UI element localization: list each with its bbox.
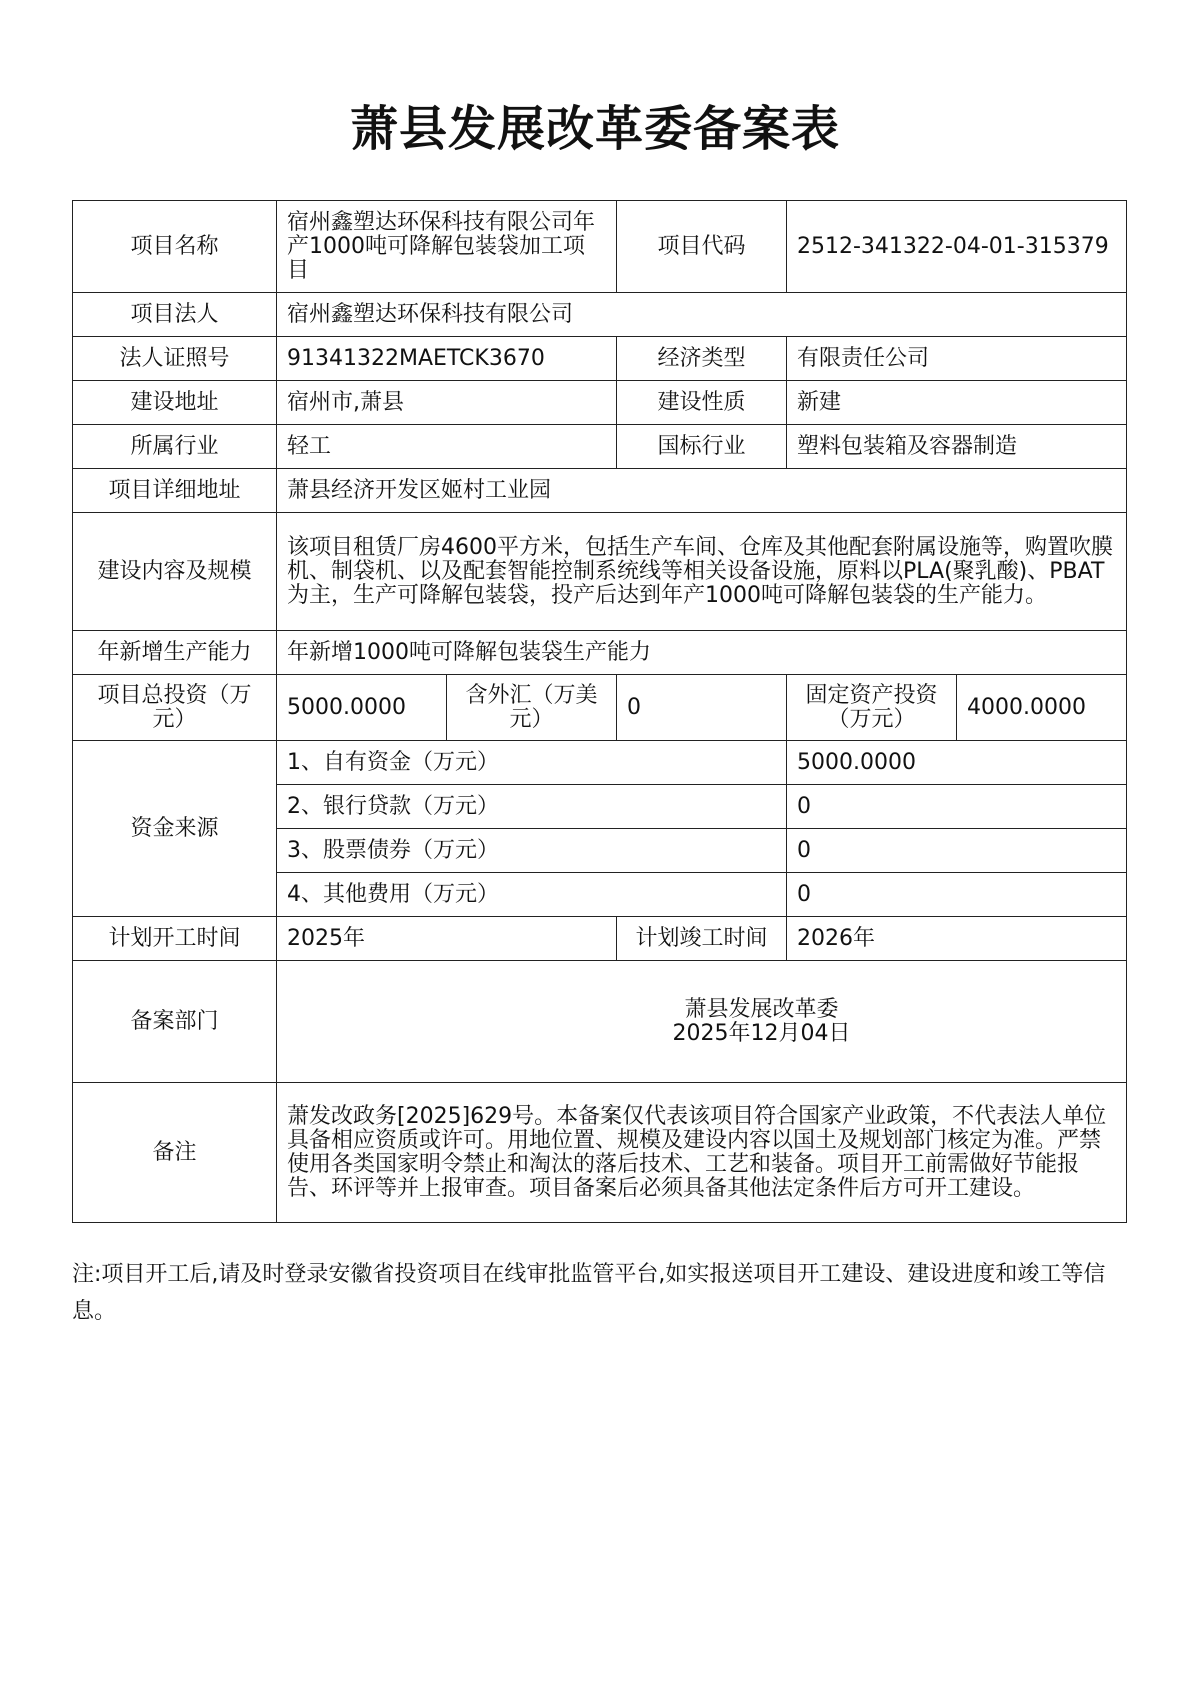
nature-label: 建设性质	[617, 381, 787, 425]
row-investment	[73, 675, 1127, 741]
filing-date: 2025年12月04日	[672, 1020, 851, 1046]
location-value: 宿州市,萧县	[277, 381, 617, 425]
row-location	[73, 381, 1127, 425]
legal-person-value: 宿州鑫塑达环保科技有限公司	[277, 293, 1127, 337]
row-legal-person	[73, 293, 1127, 337]
funding-item-label: 1、自有资金（万元）	[277, 741, 787, 785]
project-code-value: 2512-341322-04-01-315379	[787, 201, 1127, 293]
funding-source-label: 资金来源	[73, 741, 277, 917]
funding-item-value: 0	[787, 785, 1127, 829]
total-investment-value: 5000.0000	[277, 675, 447, 741]
fixed-asset-label: 固定资产投资（万元）	[787, 675, 957, 741]
fixed-asset-value: 4000.0000	[957, 675, 1127, 741]
project-name-label: 项目名称	[73, 201, 277, 293]
row-filing-department	[73, 961, 1127, 1083]
forex-label: 含外汇（万美元）	[447, 675, 617, 741]
funding-item-value: 0	[787, 873, 1127, 917]
document-title: 萧县发展改革委备案表	[349, 101, 840, 157]
row-industry	[73, 425, 1127, 469]
industry-label: 所属行业	[73, 425, 277, 469]
econ-type-label: 经济类型	[617, 337, 787, 381]
capacity-label: 年新增生产能力	[73, 631, 277, 675]
row-address	[73, 469, 1127, 513]
project-code-label: 项目代码	[617, 201, 787, 293]
national-industry-value: 塑料包装箱及容器制造	[787, 425, 1127, 469]
end-time-label: 计划竣工时间	[617, 917, 787, 961]
filing-form-table	[72, 200, 1127, 1223]
row-project-name	[73, 201, 1127, 293]
row-license	[73, 337, 1127, 381]
filing-department-name: 萧县发展改革委	[684, 996, 839, 1022]
license-value: 91341322MAETCK3670	[277, 337, 617, 381]
national-industry-label: 国标行业	[617, 425, 787, 469]
row-funding-1	[73, 741, 1127, 785]
footnote: 注:项目开工后,请及时登录安徽省投资项目在线审批监管平台,如实报送项目开工建设、建设进度和竣工等信息。	[72, 1262, 1106, 1324]
row-scope	[73, 513, 1127, 631]
filing-department-cell	[277, 961, 1127, 1083]
row-remarks	[73, 1083, 1127, 1223]
end-time-value: 2026年	[787, 917, 1127, 961]
funding-item-value: 0	[787, 829, 1127, 873]
industry-value: 轻工	[277, 425, 617, 469]
project-name-value: 宿州鑫塑达环保科技有限公司年产1000吨可降解包装袋加工项目	[277, 201, 617, 293]
start-time-value: 2025年	[277, 917, 617, 961]
remarks-text: 萧发改政务[2025]629号。本备案仅代表该项目符合国家产业政策，不代表法人单位具备相应资质或许可。用地位置、规模及建设内容以国土及规划部门核定为准。严禁使用各类国家明令禁止和淘汰的落后技术、工艺和装备。项目开工前需做好节能报告、环评等并上报审查。项目备案后必须具备其他法定条件后方可开工建设。	[277, 1083, 1127, 1223]
scope-label: 建设内容及规模	[73, 513, 277, 631]
funding-item-value: 5000.0000	[787, 741, 1127, 785]
legal-person-label: 项目法人	[73, 293, 277, 337]
econ-type-value: 有限责任公司	[787, 337, 1127, 381]
funding-item-label: 4、其他费用（万元）	[277, 873, 787, 917]
filing-department-label: 备案部门	[73, 961, 277, 1083]
funding-item-label: 3、股票债券（万元）	[277, 829, 787, 873]
forex-value: 0	[617, 675, 787, 741]
location-label: 建设地址	[73, 381, 277, 425]
address-label: 项目详细地址	[73, 469, 277, 513]
nature-value: 新建	[787, 381, 1127, 425]
license-label: 法人证照号	[73, 337, 277, 381]
address-value: 萧县经济开发区姬村工业园	[277, 469, 1127, 513]
row-schedule	[73, 917, 1127, 961]
total-investment-label: 项目总投资（万元）	[73, 675, 277, 741]
row-capacity	[73, 631, 1127, 675]
funding-item-label: 2、银行贷款（万元）	[277, 785, 787, 829]
start-time-label: 计划开工时间	[73, 917, 277, 961]
capacity-value: 年新增1000吨可降解包装袋生产能力	[277, 631, 1127, 675]
remarks-label: 备注	[73, 1083, 277, 1223]
scope-value: 该项目租赁厂房4600平方米，包括生产车间、仓库及其他配套附属设施等，购置吹膜机、制袋机、以及配套智能控制系统线等相关设备设施，原料以PLA(聚乳酸)、PBAT为主，生产可降解包装袋，投产后达到年产1000吨可降解包装袋的生产能力。	[277, 513, 1127, 631]
